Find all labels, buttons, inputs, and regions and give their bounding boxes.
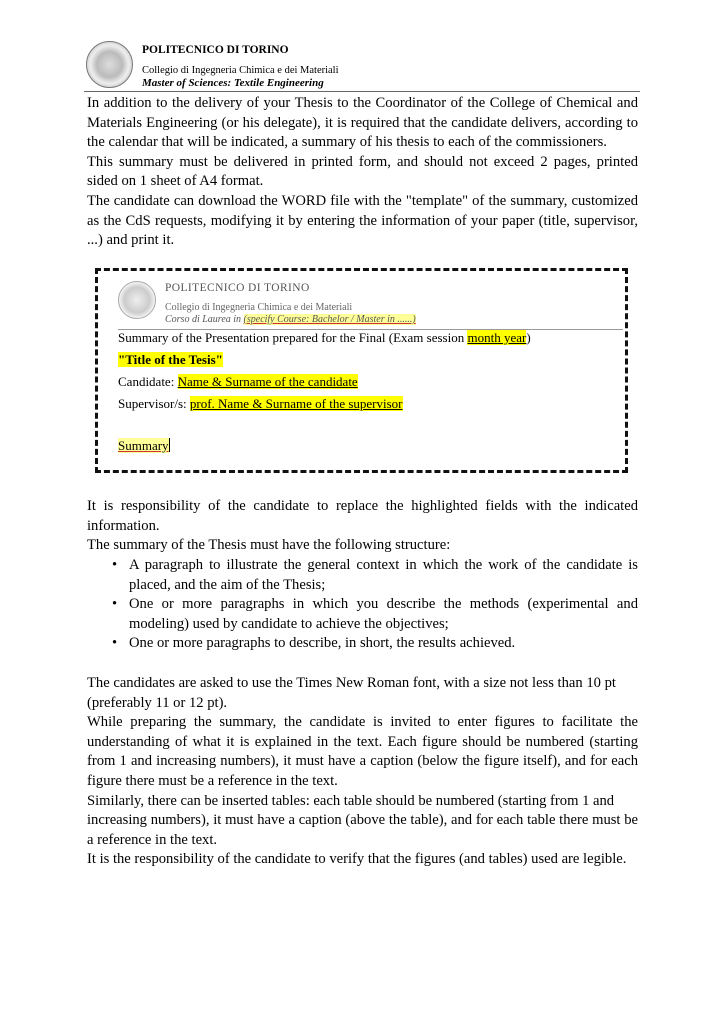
text-line: modeling) used by candidate to achieve the objectives;: [129, 615, 449, 632]
header-program: Master of Sciences: Textile Engineering: [142, 77, 324, 89]
template-summary-line: [118, 330, 531, 346]
text-line: One or more paragraphs in which you describe the methods (experimental and: [129, 596, 638, 613]
bullet-list-item: [87, 556, 638, 595]
candidate-field: Name & Surname of the candidate: [177, 374, 358, 389]
text-line: It is responsibility of the candidate to replace the highlighted fields with the indicated: [87, 498, 638, 514]
bullet-list-item: [87, 595, 638, 634]
formatting-paragraphs: [87, 674, 638, 870]
text-line: sided on 1 sheet of A4 format.: [87, 173, 264, 190]
template-college: Collegio di Ingegneria Chimica e dei Materiali: [165, 302, 353, 313]
bullet-list-item: [87, 634, 638, 654]
text-line: understanding of what it is explained in the text. Each figure should be numbered (starting: [87, 733, 638, 750]
text-line: While preparing the summary, the candidate is invited to enter figures to facilitate the: [87, 714, 638, 731]
text-line: A paragraph to illustrate the general context in which the work of the candidate is: [129, 557, 638, 573]
template-course-line: [165, 314, 416, 325]
text-line: The candidate can download the WORD file with the "template" of the summary, customized: [87, 192, 638, 209]
candidate-label: Candidate:: [118, 374, 178, 389]
header-college: Collegio di Ingegneria Chimica e dei Materiali: [142, 65, 339, 76]
header-institution: POLITECNICO DI TORINO: [142, 44, 289, 56]
supervisor-field: prof. Name & Surname of the supervisor: [189, 396, 403, 411]
intro-paragraphs: [87, 94, 638, 251]
summary-field: Summary: [118, 438, 169, 453]
template-institution: POLITECNICO DI TORINO: [165, 282, 310, 294]
summary-line-label: Summary of the Presentation prepared for the Final (Exam session: [118, 330, 468, 345]
text-line: the calendar that will be indicated, a summary of his thesis to each of the commissioners.: [87, 134, 607, 151]
text-line: This summary must be delivered in printed form, and should not exceed 2 pages, printed: [87, 153, 638, 170]
text-line: One or more paragraphs to describe, in short, the results achieved.: [129, 635, 516, 652]
text-line: (preferably 11 or 12 pt).: [87, 694, 228, 711]
template-supervisor-line: [118, 396, 403, 412]
text-line: information.: [87, 517, 160, 534]
course-field: (specify Course: Bachelor / Master in ......): [243, 314, 416, 325]
template-candidate-line: [118, 374, 358, 390]
text-line: figure there must be a reference in the text.: [87, 772, 338, 789]
text-line: a reference in the text.: [87, 831, 218, 848]
text-line: from 1 and increasing numbers), it must have a caption (below the figure itself), and for each: [87, 753, 638, 770]
instructions-paragraphs: [87, 497, 638, 556]
text-line: ...) and print it.: [87, 232, 175, 249]
header-divider: [84, 91, 640, 92]
text-line: as the CdS requests, modifying it by entering the information of your paper (title, supervisor,: [87, 212, 638, 229]
course-label: Corso di Laurea in: [165, 314, 244, 325]
structure-bullet-list: [87, 556, 638, 654]
bullet-icon: •: [112, 557, 118, 573]
template-summary-field-line: [118, 438, 170, 454]
text-line: The candidates are asked to use the Times New Roman font, with a size not less than 10 pt: [87, 675, 616, 691]
text-cursor: [169, 438, 170, 452]
text-line: Materials Engineering (or his delegate), it is required that the candidate delivers, according to: [87, 114, 638, 131]
title-field: "Title of the Tesis": [118, 352, 223, 367]
session-field: month year: [467, 330, 527, 345]
supervisor-label: Supervisor/s:: [118, 396, 190, 411]
university-seal-logo: [86, 41, 133, 88]
text-line: In addition to the delivery of your Thesis to the Coordinator of the College of Chemical and: [87, 95, 638, 111]
bullet-icon: •: [112, 635, 118, 652]
bullet-icon: •: [112, 596, 118, 613]
text-line: increasing numbers), it must have a caption (above the table), and for each table there must be: [87, 812, 638, 829]
close-paren: ): [526, 330, 531, 345]
template-title-line: [118, 352, 223, 368]
text-line: The summary of the Thesis must have the following structure:: [87, 537, 451, 554]
template-screenshot-figure: [95, 268, 628, 473]
template-seal-logo: [118, 281, 156, 319]
text-line: It is the responsibility of the candidate to verify that the figures (and tables) used are legible.: [87, 851, 627, 868]
text-line: placed, and the aim of the Thesis;: [129, 576, 326, 593]
text-line: Similarly, there can be inserted tables: each table should be numbered (starting from 1 and: [87, 792, 615, 809]
